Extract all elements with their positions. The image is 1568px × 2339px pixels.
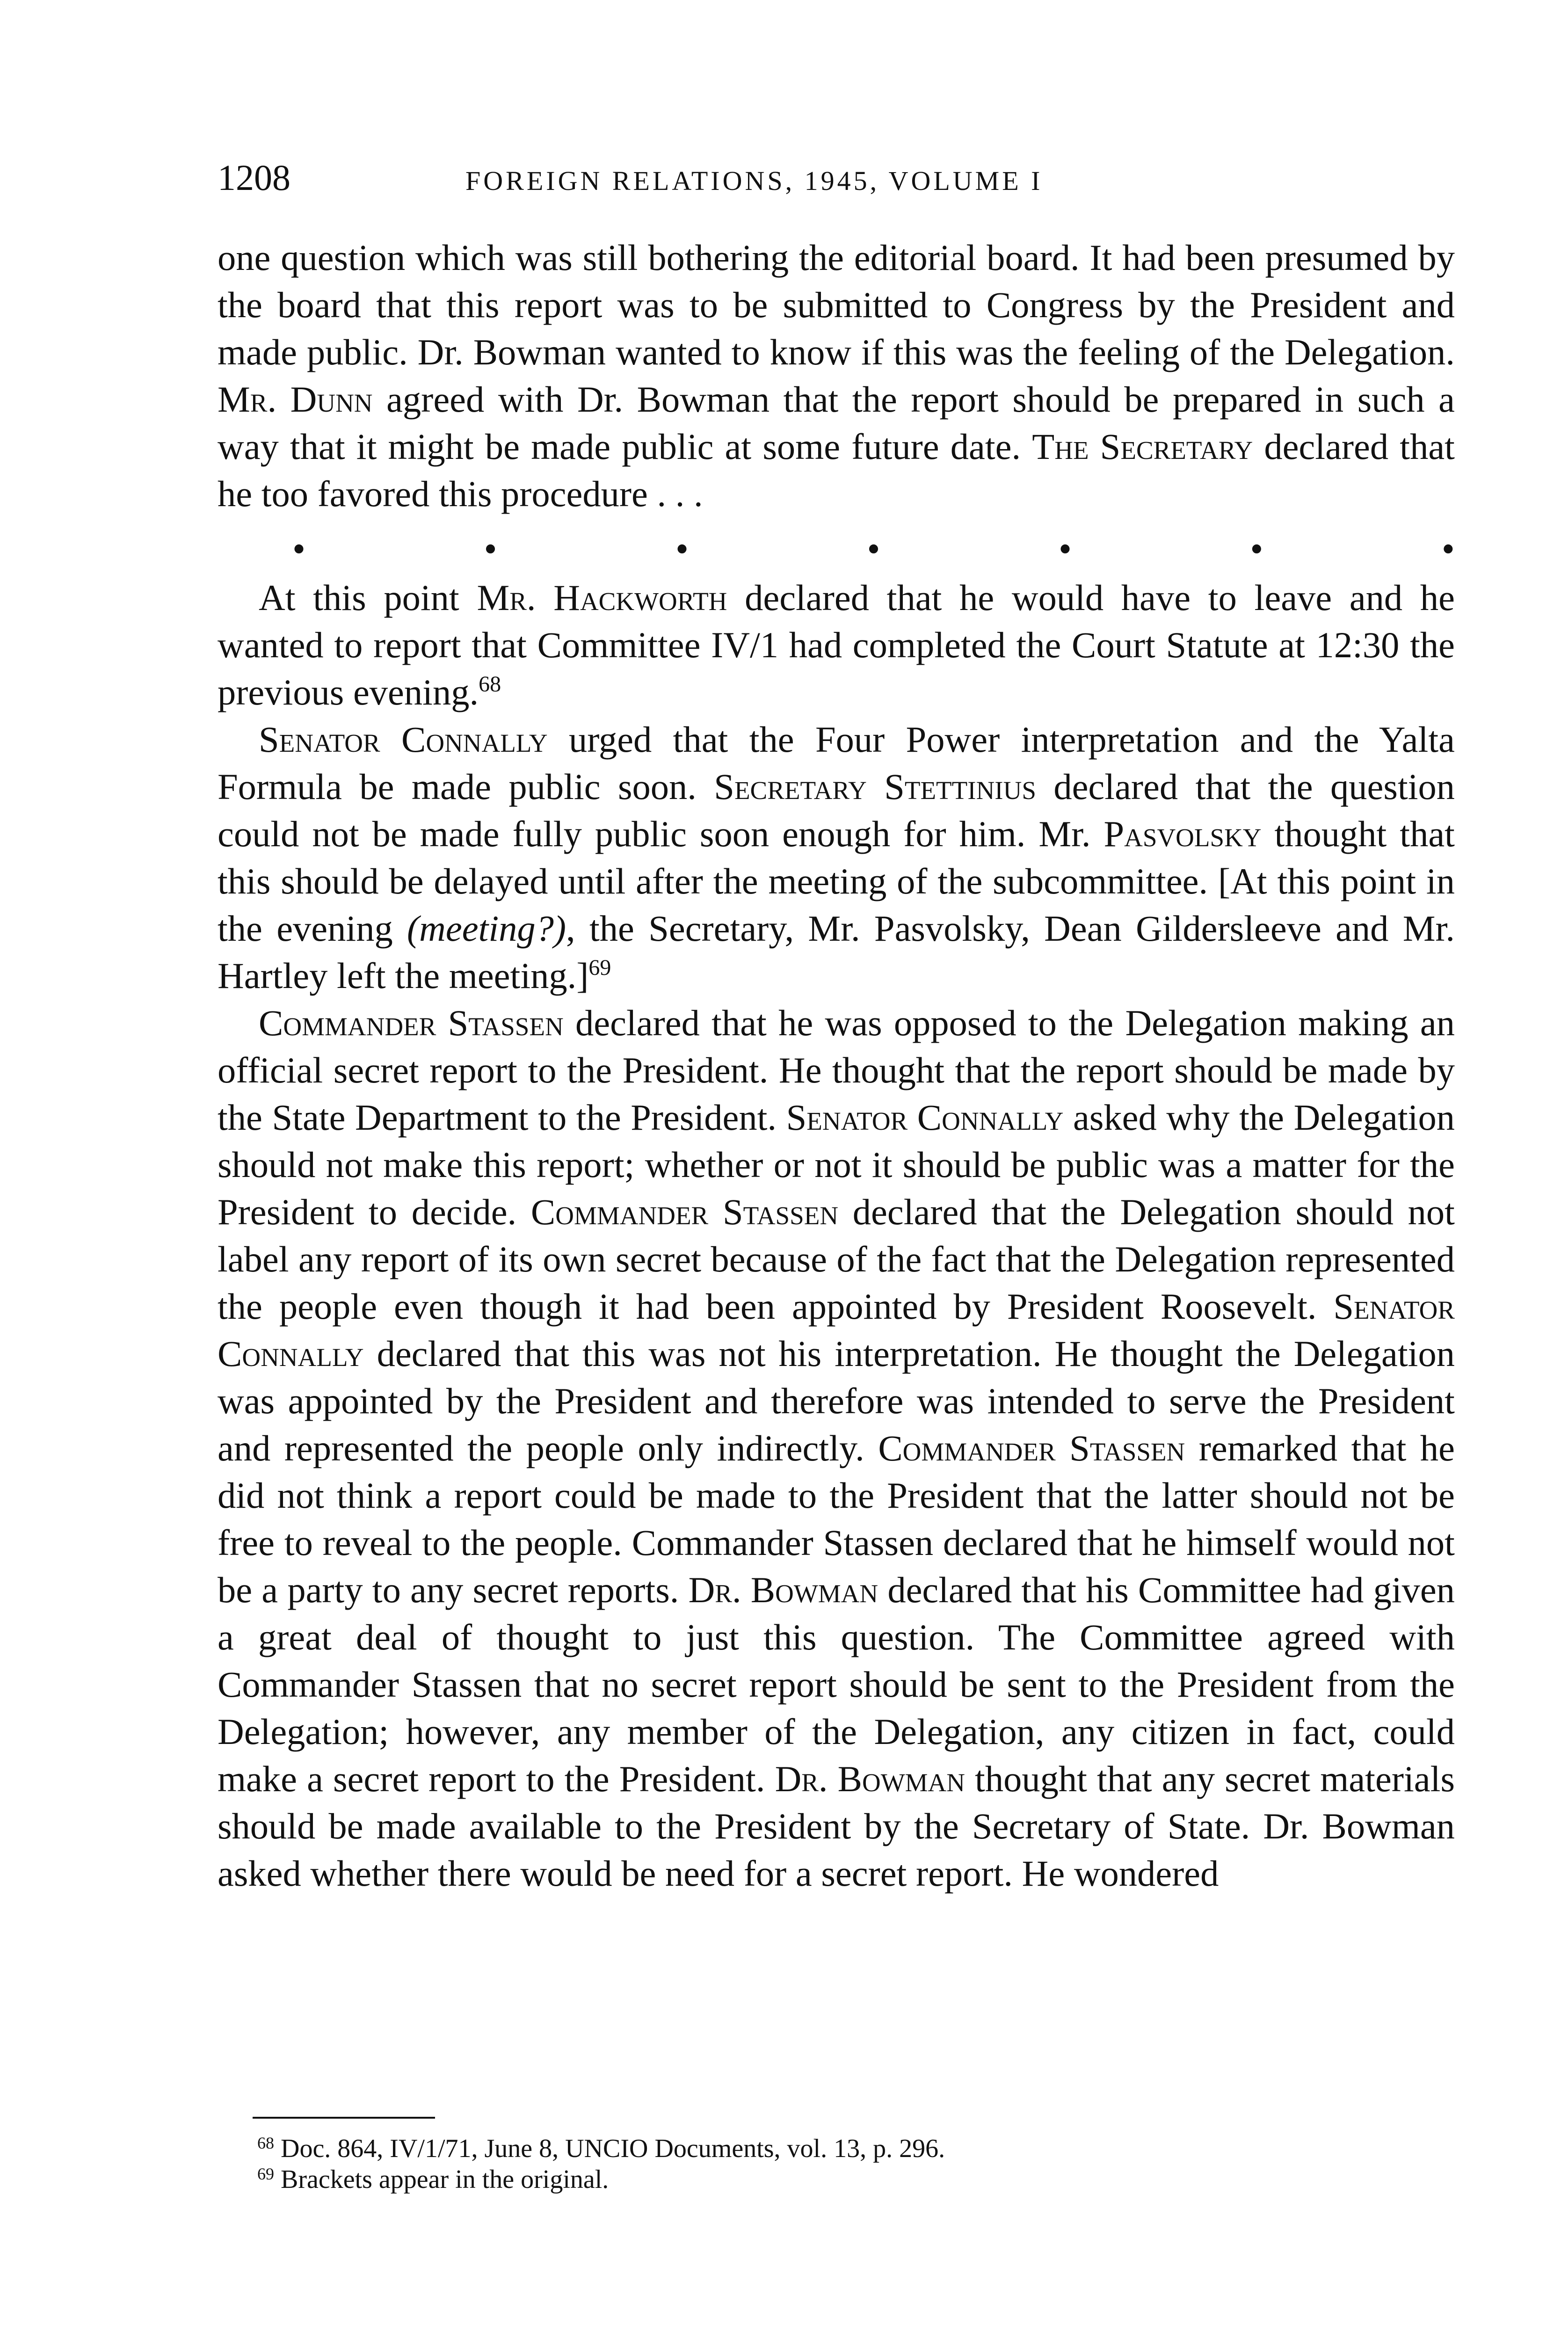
speaker-name: Mr. Dunn xyxy=(218,379,373,420)
speaker-name: Pasvolsky xyxy=(1103,814,1262,854)
speaker-name: Dr. Bowman xyxy=(775,1758,965,1799)
speaker-name: Commander Stassen xyxy=(878,1428,1185,1468)
speaker-name: Senator Connally xyxy=(218,1286,1455,1374)
footnote-text: Brackets appear in the original. xyxy=(281,2165,609,2194)
body-text xyxy=(218,234,1455,1897)
footnote-mark: 68 xyxy=(257,2134,274,2152)
footnote-text: Doc. 864, IV/1/71, June 8, UNCIO Documents, vol. 13, p. 296. xyxy=(281,2134,945,2163)
speaker-name: The Secretary xyxy=(1032,426,1253,467)
page-number: 1208 xyxy=(218,157,290,198)
paragraph-3: Senator Connally urged that the Four Power interpretation and the Yalta Formula be made public soon. Secretary Stettinius declared that the question could not be made fully public soon enough for him. Mr. Pasvolsky thought that this should be delayed until after the meeting of the subcommittee. [At this point in the evening (meeting?), the Secretary, Mr. Pasvolsky, Dean Gildersleeve and Mr. Hartley left the meeting.]$^{69}$ xyxy=(218,719,1455,996)
footnote-69 xyxy=(257,2164,1427,2195)
paragraph-2: At this point Mr. Hackworth declared that he would have to leave and he wanted to report that Committee IV/1 had completed the Court Statute at 12:30 the previous evening.$^{68}$ xyxy=(218,577,1455,712)
page-header xyxy=(218,157,1462,203)
italic-query: (meeting?) xyxy=(407,908,566,949)
speaker-name: Commander Stassen xyxy=(259,1002,564,1043)
ellipsis-dot: • xyxy=(1441,529,1455,570)
footnote-68 xyxy=(257,2133,1427,2164)
paragraph-4: Commander Stassen declared that he was opposed to the Delegation making an official secret report to the President. He thought that the report should be made by the State Department to the President. Senator Connally asked why the Delegation should not make this report; whether or not it should be public was a matter for the President to decide. Commander Stassen declared that the Delegation should not label any report of its own secret because of the fact that the Delegation represented the people even though it had been appointed by President Roosevelt. Senator Connally declared that this was not his interpretation. He thought the Delegation was appointed by the President and therefore was intended to serve the President and represented the people only indirectly. Commander Stassen remarked that he did not think a report could be made to the President that the latter should not be free to reveal to the people. Commander Stassen declared that he himself would not be a party to any secret reports. Dr. Bowman declared that his Committee had given a great deal of thought to just this question. The Committee agreed with Commander Stassen that no secret report should be sent to the President from the Delegation; however, any member of the Delegation, any citizen in fact, could make a secret report to the President. Dr. Bowman thought that any secret materials should be made available to the President by the Secretary of State. Dr. Bowman asked whether there would be need for a secret report. He wondered xyxy=(218,1002,1455,1894)
speaker-name: Commander Stassen xyxy=(530,1191,839,1232)
ellipsis-dot: • xyxy=(484,529,497,570)
footnotes xyxy=(257,2133,1427,2195)
ellipsis-dot: • xyxy=(675,529,689,570)
speaker-name: Secretary Stettinius xyxy=(714,766,1036,807)
speaker-name: Senator Connally xyxy=(259,719,548,760)
footnote-rule xyxy=(253,2117,435,2119)
footnote-ref: 68 xyxy=(479,672,501,697)
speaker-name: Dr. Bowman xyxy=(688,1569,878,1610)
ellipsis-dot: • xyxy=(1058,529,1072,570)
ellipsis-dot: • xyxy=(867,529,880,570)
ellipsis-dot: • xyxy=(1250,529,1263,570)
footnote-mark: 69 xyxy=(257,2165,274,2183)
paragraph-1: one question which was still bothering the editorial board. It had been presumed by the board that this report was to be submitted to Congress by the President and made public. Dr. Bowman wanted to know if this was the feeling of the Delegation. Mr. Dunn agreed with Dr. Bowman that the report should be prepared in such a way that it might be made public at some future date. The Secretary declared that he too favored this procedure . . . xyxy=(218,237,1455,514)
speaker-name: Senator Connally xyxy=(786,1097,1064,1138)
footnote-ref: 69 xyxy=(588,955,611,980)
running-head: FOREIGN RELATIONS, 1945, VOLUME I xyxy=(465,166,1043,196)
speaker-name: Mr. Hackworth xyxy=(477,577,727,618)
omission-ellipsis xyxy=(218,526,1455,573)
ellipsis-dot: • xyxy=(292,529,306,570)
